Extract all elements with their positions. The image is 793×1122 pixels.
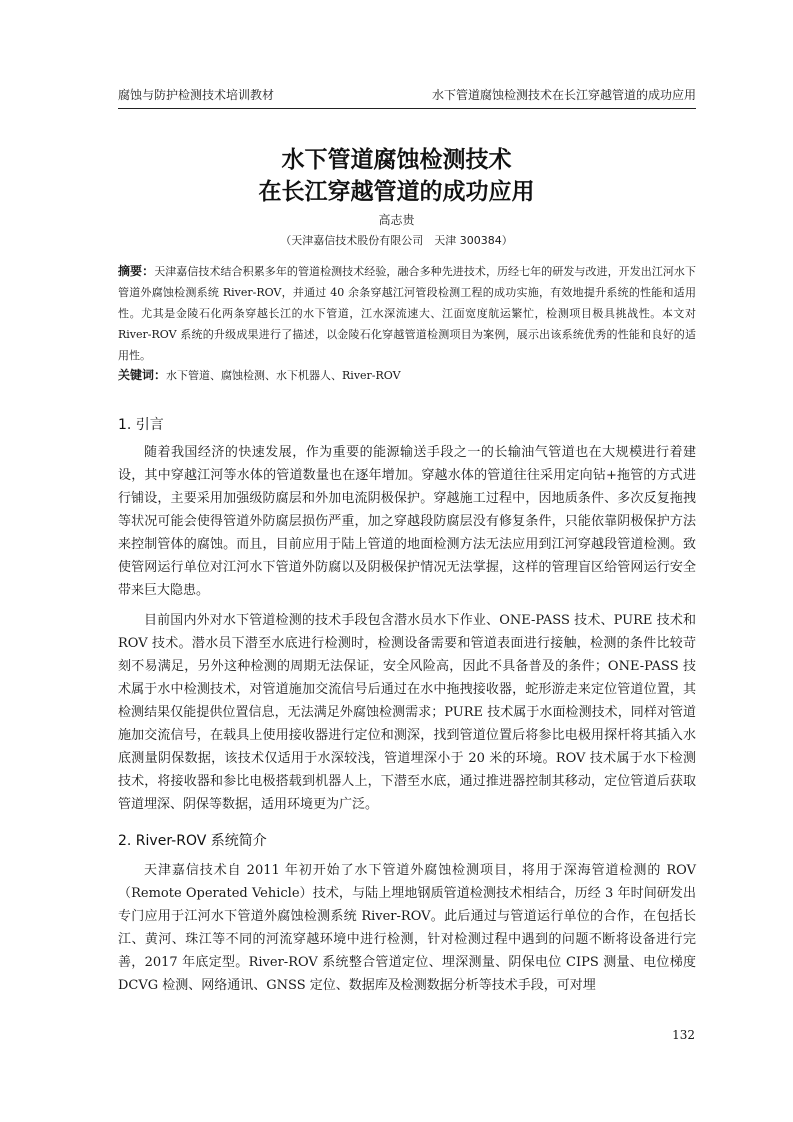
- paragraph: 目前国内外对水下管道检测的技术手段包含潜水员水下作业、ONE-PASS 技术、PURE 技术和 ROV 技术。潜水员下潜至水底进行检测时，检测设备需要和管道表面进行接触，检测的条件比较苛刻不易满足，另外这种检测的周期无法保证，安全风险高，因此不具备普及的条件；ONE-PASS 技术属于水中检测技术，对管道施加交流信号后通过在水中拖拽接收器，蛇形游走来定位管道位置，其检测结果仅能提供位置信息，无法满足外腐蚀检测需求；PURE 技术属于水面检测技术，同样对管道施加交流信号，在载具上使用接收器进行定位和测深，找到管道位置后将参比电极用探杆将其插入水底测量阴保数据，该技术仅适用于水深较浅，管道埋深小于 20 米的环境。ROV 技术属于水下检测技术，将接收器和参比电极搭载到机器人上，下潜至水底，通过推进器控制其移动，定位管道后获取管道埋深、阴保等数据，适用环境更为广泛。: [118, 613, 696, 812]
- header-left-text: 腐蚀与防护检测技术培训教材: [118, 88, 275, 102]
- header-right-text: 水下管道腐蚀检测技术在长江穿越管道的成功应用: [431, 88, 696, 102]
- section-heading-introduction: 1. 引言: [118, 417, 164, 433]
- author-name: 高志贵: [378, 213, 415, 227]
- header-divider: [118, 108, 696, 109]
- keywords-text: 水下管道、腐蚀检测、水下机器人、River-ROV: [166, 369, 401, 382]
- keywords: [118, 366, 696, 385]
- keywords-label: 关键词：: [118, 368, 167, 382]
- page-number: 132: [672, 1028, 695, 1042]
- author-affiliation: （天津嘉信技术股份有限公司 天津 300384）: [280, 234, 513, 247]
- section-heading-system-overview: 2. River-ROV 系统简介: [118, 833, 267, 849]
- paragraph: 天津嘉信技术自 2011 年初开始了水下管道外腐蚀检测项目，将用于深海管道检测的 ROV（Remote Operated Vehicle）技术，与陆上埋地钢质管道检测技术相结合，历经 3 年时间研发出专门应用于江河水下管道外腐蚀检测系统 River-ROV。此后通过与管道运行单位的合作，在包括长江、黄河、珠江等不同的河流穿越环境中进行检测，针对检测过程中遇到的问题不断将设备进行完善，2017 年底定型。River-ROV 系统整合管道定位、埋深测量、阴保电位 CIPS 测量、电位梯度 DCVG 检测、网络通讯、GNSS 定位、数据库及检测数据分析等技术手段，可对埋: [118, 863, 696, 993]
- abstract-label: 摘要：: [118, 264, 155, 278]
- paragraph: 随着我国经济的快速发展，作为重要的能源输送手段之一的长输油气管道也在大规模进行着建设，其中穿越江河等水体的管道数量也在逐年增加。穿越水体的管道往往采用定向钻+拖管的方式进行铺设，主要采用加强级防腐层和外加电流阴极保护。穿越施工过程中，因地质条件、多次反复拖拽等状况可能会使得管道外防腐层损伤严重，加之穿越段防腐层没有修复条件，只能依靠阴极保护方法来控制管体的腐蚀。而且，目前应用于陆上管道的地面检测方法无法应用到江河穿越段管道检测。致使管网运行单位对江河水下管道外防腐以及阴极保护情况无法掌握，这样的管理盲区给管网运行安全带来巨大隐患。: [118, 445, 696, 598]
- abstract: [118, 261, 696, 366]
- paper-title-line-2: 在长江穿越管道的成功应用: [258, 179, 535, 205]
- abstract-text: 天津嘉信技术结合积累多年的管道检测技术经验，融合多种先进技术，历经七年的研发与改进，开发出江河水下管道外腐蚀检测系统 River-ROV，并通过 40 余条穿越江河管段检测工程的成功实施，有效地提升系统的性能和适用性。尤其是金陵石化两条穿越长江的水下管道，江水深流速大、江面宽度航运繁忙，检测项目极具挑战性。本文对 River-ROV 系统的升级成果进行了描述，以金陵石化穿越管道检测项目为案例，展示出该系统优秀的性能和良好的适用性。: [118, 265, 696, 362]
- paper-title-line-1: 水下管道腐蚀检测技术: [281, 147, 512, 173]
